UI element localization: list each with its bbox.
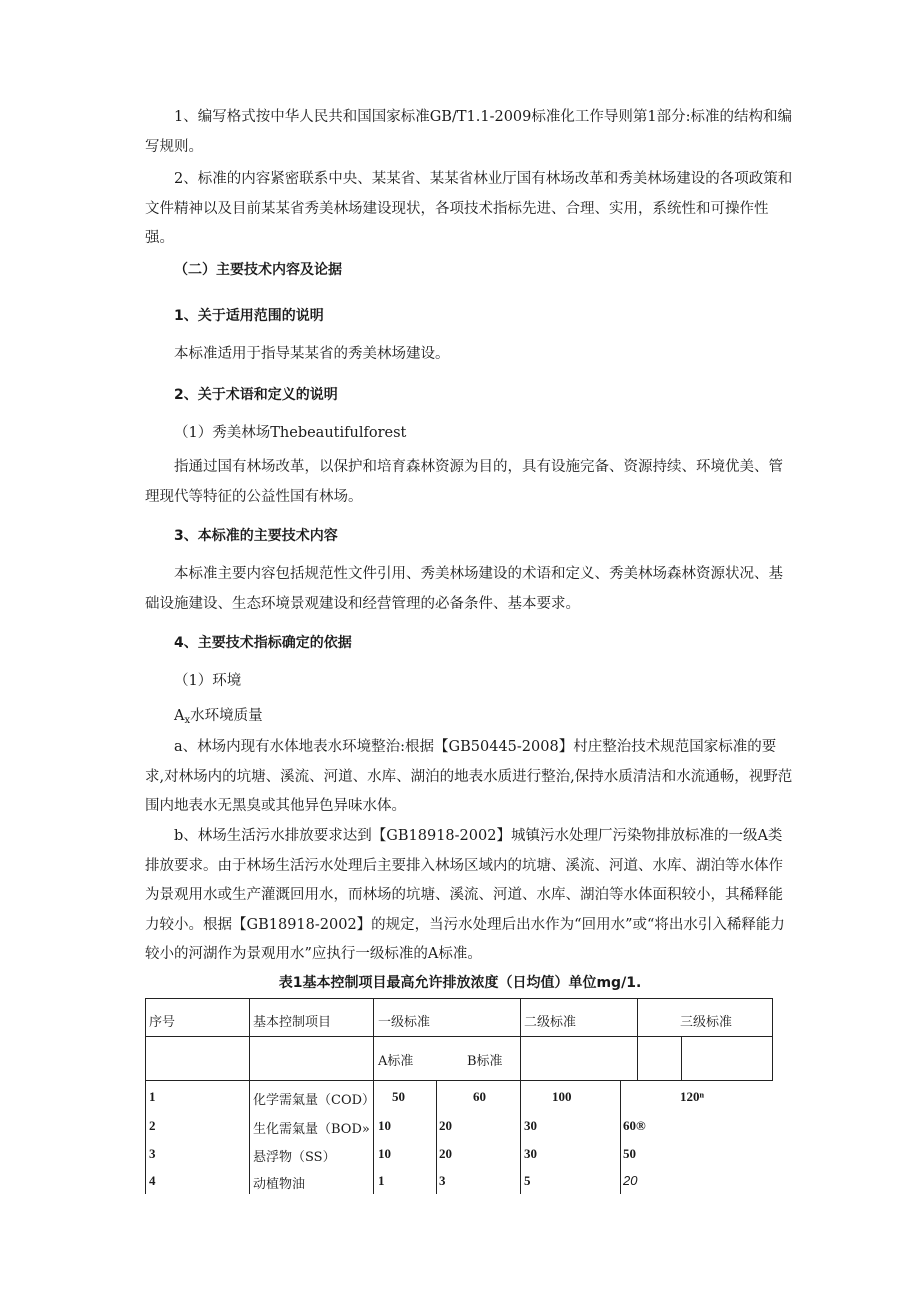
heading-scope: 1、关于适用范围的说明 bbox=[174, 308, 324, 324]
table-row-2-item: 生化需氣量（BOD» bbox=[253, 1122, 370, 1137]
header-level2: 二级标准 bbox=[524, 1015, 577, 1030]
table-row-3-level3: 50 bbox=[623, 1146, 636, 1161]
header-level1: 一级标准 bbox=[378, 1015, 431, 1030]
header-level3: 三级标准 bbox=[680, 1015, 733, 1030]
table-row-3-item: 悬浮物（SS） bbox=[253, 1150, 336, 1165]
table-row-3-b: 20 bbox=[439, 1146, 452, 1161]
table-row-4-b: 3 bbox=[439, 1173, 446, 1188]
subheading-water-quality: $A_x$水环境质量 bbox=[174, 708, 263, 726]
header-item: 基本控制项目 bbox=[253, 1015, 332, 1030]
paragraph-scope: 本标准适用于指导某某省的秀美林场建设。 bbox=[174, 346, 450, 362]
paragraph-main-content: 本标准主要内容包括规范性文件引用、秀美林场建设的术语和定义、秀美林场森林资源状况、基础设施建设、生态环境景观建设和经营管理的必备条件、基本要求。 bbox=[145, 566, 783, 612]
table-row-1-no: 1 bbox=[149, 1089, 156, 1104]
table-row-2-b: 20 bbox=[439, 1118, 452, 1133]
table-row-4-no: 4 bbox=[149, 1173, 156, 1188]
table-row-1-item: 化学需氣量（COD） bbox=[253, 1093, 376, 1108]
heading-terms: 2、关于术语和定义的说明 bbox=[174, 387, 338, 403]
table-row-1-level3: 120ⁿ bbox=[680, 1089, 705, 1104]
term-definition: 指通过国有林场改革，以保护和培育森林资源为目的，具有设施完备、资源持续、环境优美、管理现代等特征的公益性国有林场。 bbox=[145, 459, 783, 505]
table-row-4-a: 1 bbox=[378, 1173, 385, 1188]
subheader-b: B标准 bbox=[467, 1054, 503, 1069]
table-row-3-a: 10 bbox=[378, 1146, 391, 1161]
table-row-2-a: 10 bbox=[378, 1118, 391, 1133]
heading-basis: 4、主要技术指标确定的依据 bbox=[174, 635, 352, 651]
paragraph-content: 2、标准的内容紧密联系中央、某某省、某某省林业厅国有林场改革和秀美林场建设的各项政策和文件精神以及目前某某省秀美林场建设现状，各项技术指标先进、合理、实用，系统性和可操作性强。 bbox=[145, 171, 793, 246]
paragraph-surface-water: a、林场内现有水体地表水环境整治:根据【GB50445-2008】村庄整治技术规范国家标准的要求,对林场内的坑塘、溪流、河道、水库、湖泊的地表水质进行整治,保持水质清洁和水流通畅，视野范围内地表水无黑臭或其他异色异味水体。 bbox=[145, 739, 793, 814]
table-row-3-no: 3 bbox=[149, 1146, 156, 1161]
table-caption: 表1基本控制项目最高允许排放浓度（日均值）单位mg/1. bbox=[278, 975, 642, 991]
table-row-1-a: 50 bbox=[392, 1089, 405, 1104]
table-row-2-no: 2 bbox=[149, 1118, 156, 1133]
table-row-2-level2: 30 bbox=[524, 1118, 537, 1133]
heading-main-content: 3、本标准的主要技术内容 bbox=[174, 528, 338, 544]
subheader-a: A标准 bbox=[378, 1054, 414, 1069]
table-row-1-level2: 100 bbox=[552, 1089, 572, 1104]
table-row-2-level3: 60® bbox=[623, 1118, 646, 1133]
table-row-4-level2: 5 bbox=[524, 1173, 531, 1188]
table-row-3-level2: 30 bbox=[524, 1146, 537, 1161]
section-heading-main: （二）主要技术内容及论据 bbox=[174, 262, 342, 278]
term-title: （1）秀美林场Thebeautifulforest bbox=[174, 425, 407, 441]
table-row-4-item: 动植物油 bbox=[253, 1177, 306, 1192]
header-no: 序号 bbox=[149, 1015, 176, 1030]
table-row-4-level3: 20 bbox=[623, 1173, 638, 1188]
table-row-1-b: 60 bbox=[473, 1089, 486, 1104]
paragraph-sewage: b、林场生活污水排放要求达到【GB18918-2002】城镇污水处理厂污染物排放标准的一级A类排放要求。由于林场生活污水处理后主要排入林场区域内的坑塘、溪流、河道、水库、湖泊等水体作为景观用水或生产灌溉回用水，而林场的坑塘、溪流、河道、水库、湖泊等水体面积较小，其稀释能力较小。根据【GB18918-2002】的规定，当污水处理后出水作为“回用水”或“将出水引入稀释能力较小的河湖作为景观用水”应执行一级标准的A标准。 bbox=[145, 828, 785, 962]
subheading-environment: （1）环境 bbox=[174, 673, 242, 689]
paragraph-format: 1、编写格式按中华人民共和国国家标准GB/T1.1-2009标准化工作导则第1部分:标准的结构和编写规则。 bbox=[145, 109, 792, 155]
